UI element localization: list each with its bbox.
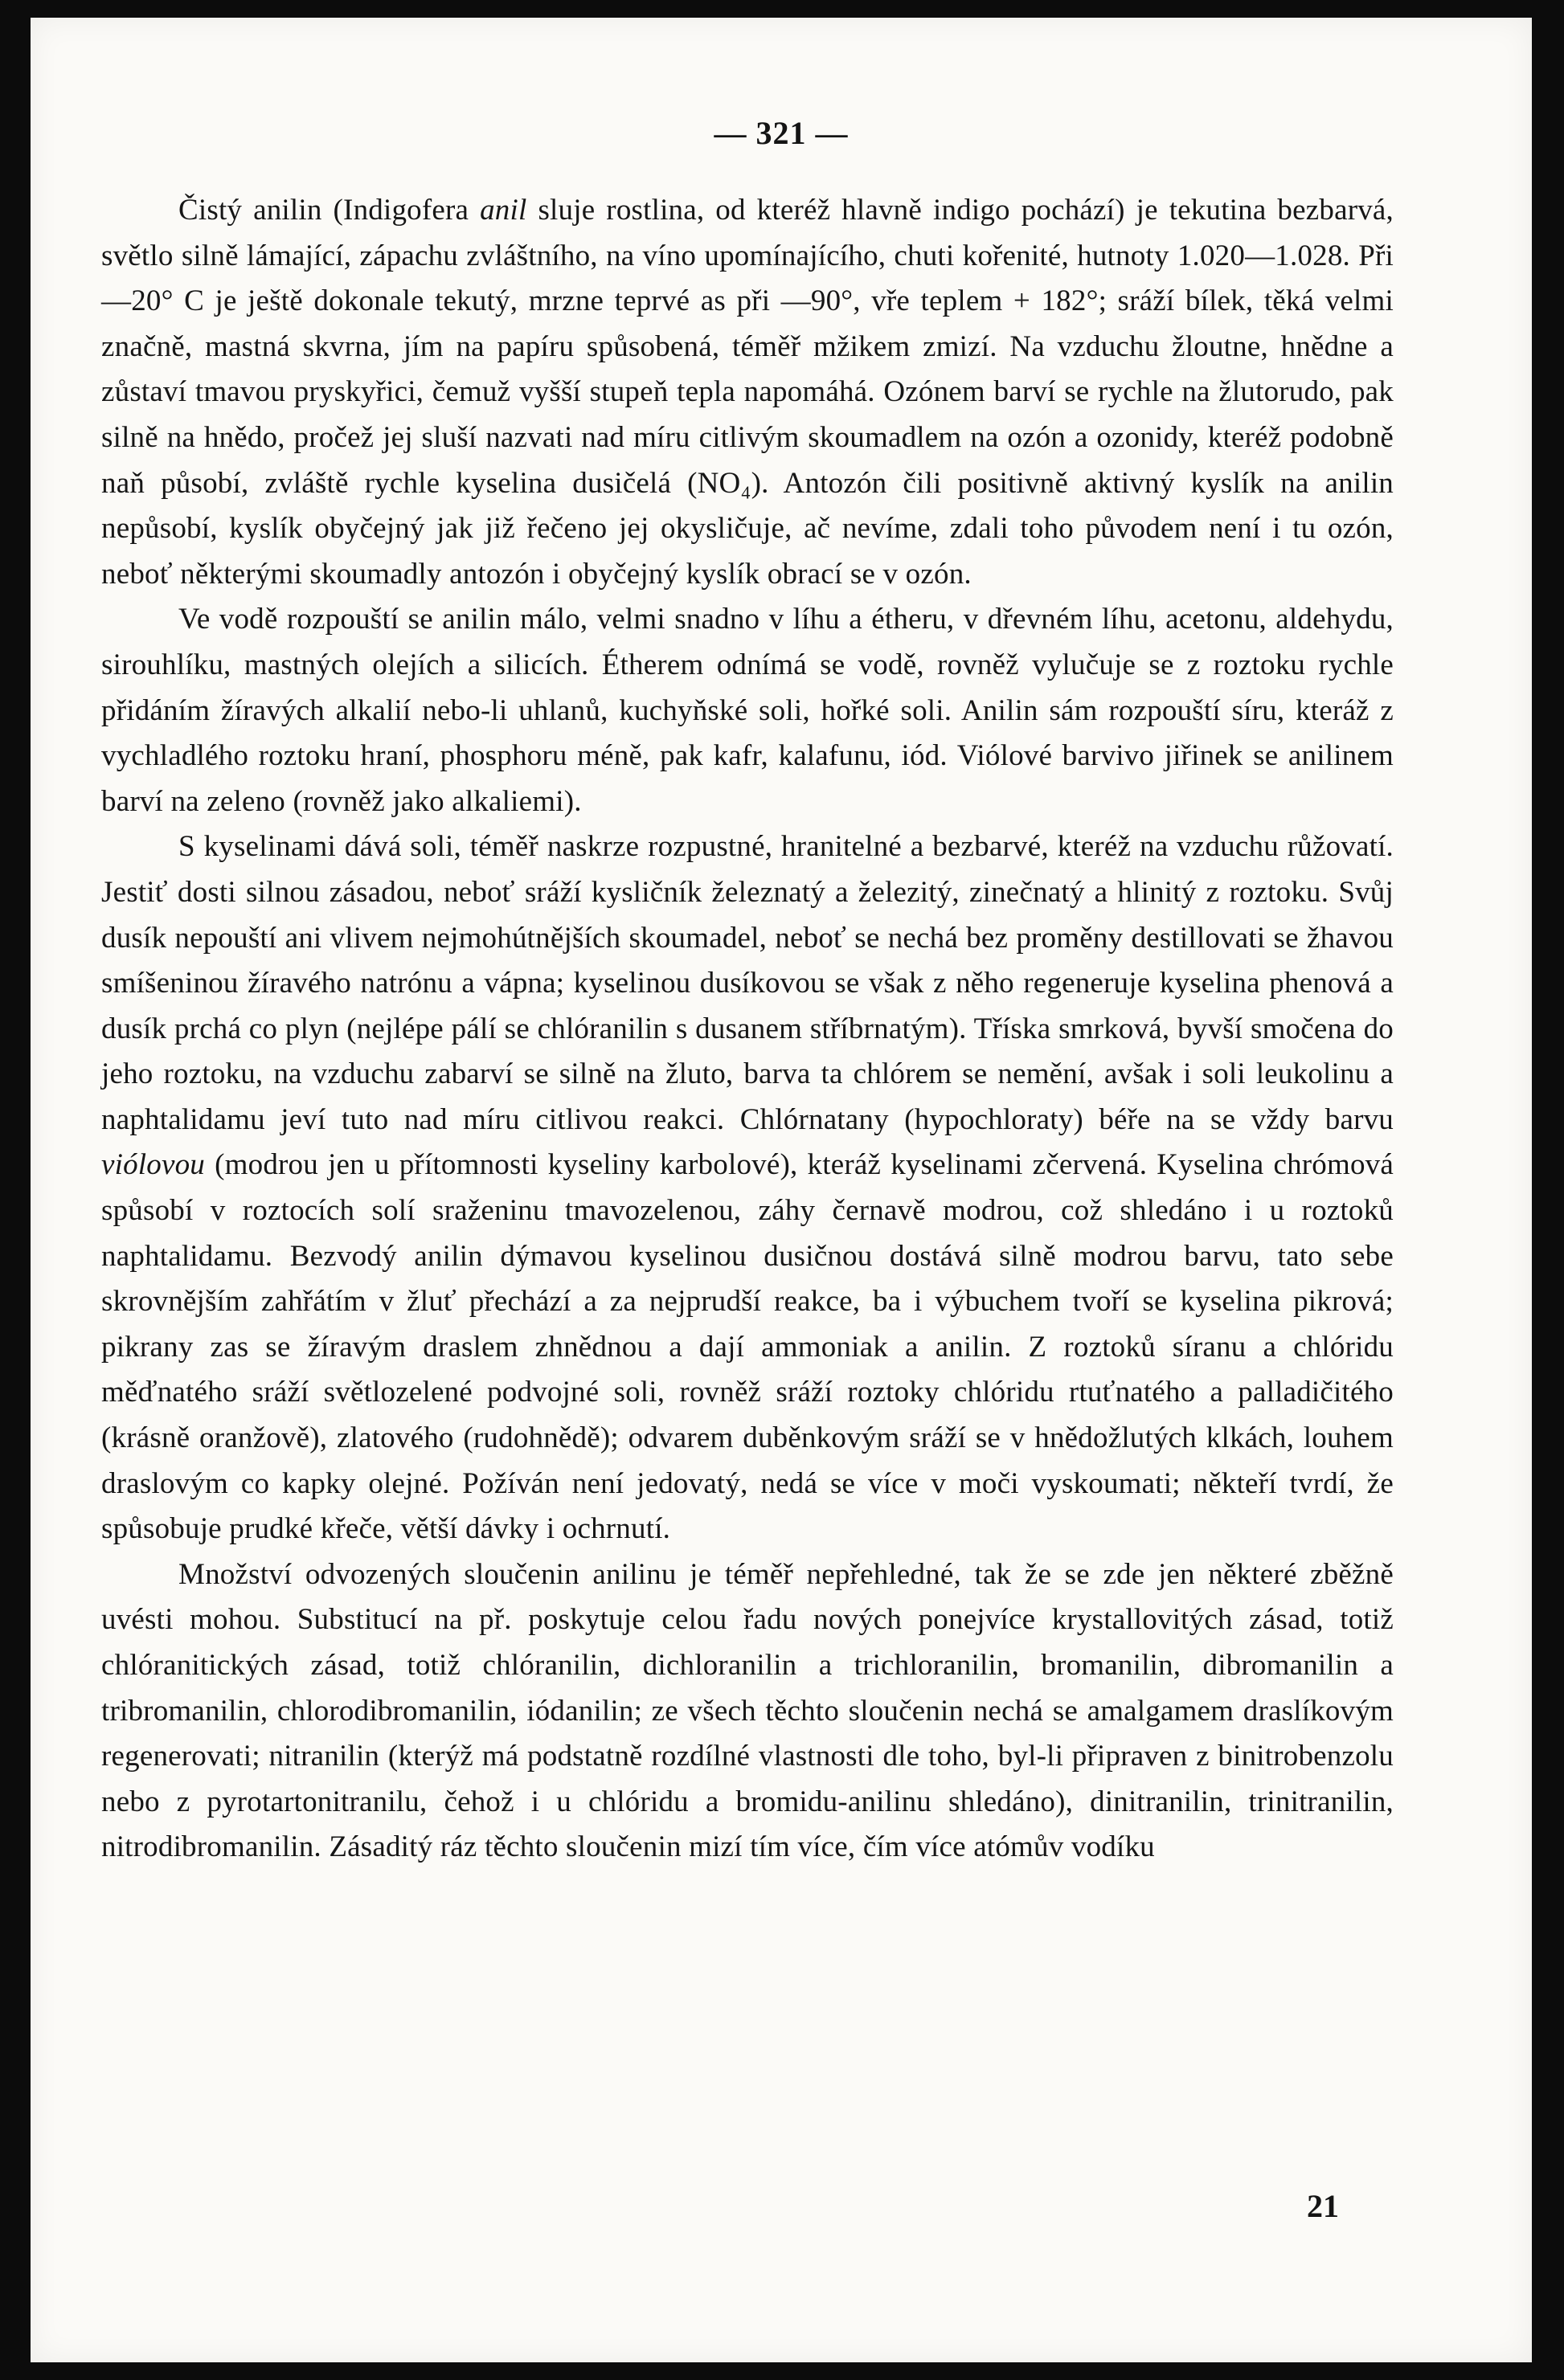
page-number: — 321 — [714, 115, 849, 151]
paragraph [101, 597, 1394, 824]
printer-signature: 21 [1307, 2188, 1339, 2224]
paragraph [101, 824, 1394, 1552]
italic-term: viólovou [101, 1148, 206, 1182]
book-page [31, 18, 1532, 2362]
text-segment: Čistý anilin (Indigofera [178, 194, 481, 227]
text-segment: Množství odvozených sloučenin anilinu je téměř nepřehledné, tak že se zde jen některé zběžně uvésti mohou. Substitucí na př. poskytuje celou řadu nových ponejvíce krystallovitých zásad, totiž chlóranitických zásad, totiž chlóranilin, dichloranilin a trichloranilin, bromanilin, dibromanilin a tribromanilin, chlorodibromanilin, iódanilin; ze všech těchto sloučenin nechá se amalgamem draslíkovým regenerovati; nitranilin (kterýž má podstatně rozdílné vlastnosti dle toho, byl-li připraven z binitrobenzolu nebo z pyrotartonitranilu, čehož i u chlóridu a bromidu-anilinu shledáno), dinitranilin, trinitranilin, nitrodibromanilin. Zásaditý ráz těchto sloučenin mizí tím více, čím více atómův vodíku [101, 1557, 1394, 1864]
text-segment: S kyselinami dává soli, téměř naskrze rozpustné, hranitelné a bezbarvé, kteréž na vzduchu růžovatí. Jestiť dosti silnou zásadou, neboť sráží kysličník železnatý a železitý, zinečnatý a hlinitý z roztoku. Svůj dusík nepouští ani vlivem nejmohútnějších skoumadel, neboť se nechá bez proměny destillovati se žhavou smíšeninou žíravého natrónu a vápna; kyselinou dusíkovou se však z něho regeneruje kyselina phenová a dusík prchá co plyn (nejlépe pálí se chlóranilin s dusanem stříbrnatým). Tříska smrková, byvší smočena do jeho roztoku, na vzduchu zabarví se silně na žluto, barva ta chlórem se nemění, avšak i soli leukolinu a naphtalidamu jeví tuto nad míru citlivou reakci. Chlórnatany (hypochloraty) béře na se vždy barvu [101, 830, 1394, 1136]
text-segment: Ve vodě rozpouští se anilin málo, velmi snadno v líhu a étheru, v dřevném líhu, acetonu, aldehydu, sirouhlíku, mastných olejích a silicích. Étherem odnímá se vodě, rovněž vylučuje se z roztoku rychle přidáním žíravých alkalií nebo-li uhlanů, kuchyňské soli, hořké soli. Anilin sám rozpouští síru, kteráž z vychladlého roztoku hraní, phosphoru méně, pak kafr, kalafunu, iód. Viólové barvivo jiřinek se anilinem barví na zeleno (rovněž jako alkaliemi). [101, 603, 1394, 818]
text-segment: sluje rostlina, od kteréž hlavně indigo pochází) je tekutina bezbarvá, světlo silně lámající, zápachu zvláštního, na víno upomínajícího, chuti kořenité, hutnoty 1.020—1.028. Při —20° C je ještě dokonale tekutý, mrzne teprvé as při —90°, vře teplem + 182°; sráží bílek, těká velmi značně, mastná skvrna, jím na papíru spůsobená, téměř mžikem zmizí. Na vzduchu žloutne, hnědne a zůstaví tmavou pryskyřici, čemuž vyšší stupeň tepla napomáhá. Ozónem barví se rychle na žlutorudo, pak silně na hnědo, pročež jej sluší nazvati nad míru citlivým skoumadlem na ozón a ozonidy, kteréž podobně naň působí, zvláště rychle kyselina dusičelá (NO₄). Antozón čili positivně aktivný kyslík na anilin nepůsobí, kyslík obyčejný jak již řečeno jej okysličuje, ač nevíme, zdali toho původem není i tu ozón, neboť některými skoumadly antozón i obyčejný kyslík obrací se v ozón. [101, 194, 1394, 591]
text-segment: (modrou jen u přítomnosti kyseliny karbolové), kteráž kyselinami zčervená. Kyselina chrómová spůsobí v roztocích solí sraženinu tmavozelenou, záhy černavě modrou, což shledáno i u roztoků naphtalidamu. Bezvodý anilin dýmavou kyselinou dusičnou dostává silně modrou barvu, tato sebe skrovnějším zahřátím v žluť přechází a za nejprudší reakce, ba i výbuchem tvoří se kyselina pikrová; pikrany zas se žíravým draslem zhnědnou a dají ammoniak a anilin. Z roztoků síranu a chlóridu měďnatého sráží světlozelené podvojné soli, rovněž sráží roztoky chlóridu rtuťnatého a palladičitého (krásně oranžově), zlatového (rudohnědě); odvarem duběnkovým sráží se v hnědožlutých klkách, louhem draslovým co kapky olejné. Požíván není jedovatý, nedá se více v moči vyskoumati; někteří tvrdí, že spůsobuje prudké křeče, větší dávky i ochrnutí. [101, 1148, 1394, 1546]
paragraph [101, 1552, 1394, 1871]
paragraph [101, 188, 1394, 597]
italic-term: anil [480, 194, 527, 227]
body-text [101, 188, 1394, 1871]
